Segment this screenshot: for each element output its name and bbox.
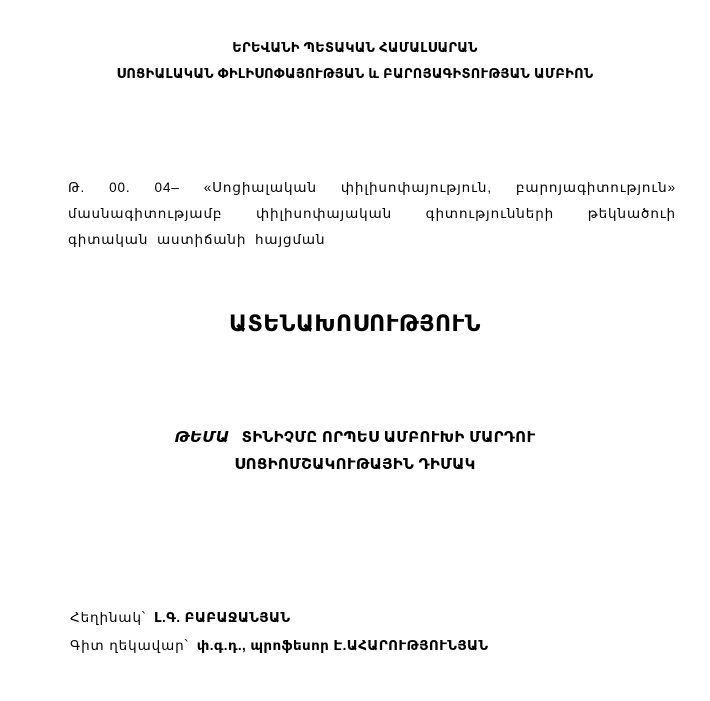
theme-label: ԹԵՄԱ: [174, 429, 230, 446]
theme-title-part-1: ՏԻՆԻՉՄԸ ՈՐՊԵՍ ԱՄԲՈՒԽԻ ՄԱՐԴՈՒ: [241, 429, 536, 446]
author-name: Լ.Գ. ԲԱԲԱՋԱՆՅԱՆ: [154, 610, 291, 625]
university-name: ԵՐԵՎԱՆԻ ՊԵՏԱԿԱՆ ՀԱՄԱԼՍԱՐԱՆ: [232, 40, 478, 55]
theme-title-part-2: ՍՈՑԻՈՄՇԱԿՈՒԹԱՅԻՆ ԴԻՄԱԿ: [234, 456, 476, 473]
author-label: Հեղինակ՝: [70, 610, 147, 625]
supervisor-line: [70, 638, 488, 654]
theme-line-1: [0, 428, 710, 446]
supervisor-name: փ.գ.դ., պրոֆեսոր Է.ԱՀԱՐՈՒԹՅՈՒՆՅԱՆ: [196, 638, 489, 653]
chair-name: ՍՈՑԻԱԼԱԿԱՆ ՓԻԼԻՍՈՓԱՅՈՒԹՅԱՆ և ԲԱՐՈՅԱԳԻՏՈՒԹՅԱՆ ԱՄԲԻՈՆ: [116, 66, 594, 81]
supervisor-label: Գիտ ղեկավար՝: [70, 638, 189, 653]
specialty-statement: Թ. 00. 04– «Սոցիալական փիլիսոփայություն, բարոյագիտություն» մասնագիտությամբ փիլիսոփայական գիտությունների թեկնածուի գիտական աստիճանի հայցման: [68, 180, 676, 247]
document-title: ԱՏԵՆԱԽՈՍՈՒԹՅՈՒՆ: [229, 311, 481, 336]
author-line: [70, 610, 290, 626]
